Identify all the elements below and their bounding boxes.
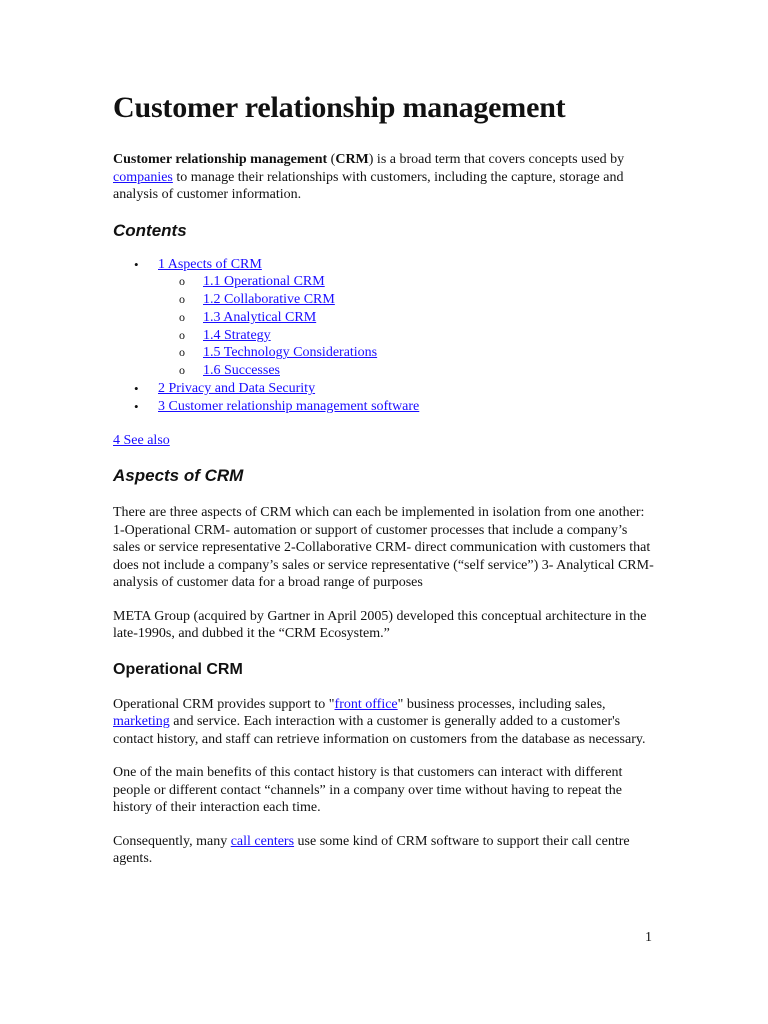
operational-paragraph-1 [113, 696, 658, 749]
toc-item-privacy [113, 380, 658, 398]
operational-paragraph-3 [113, 833, 658, 868]
toc-link-strategy[interactable]: 1.4 Strategy [203, 327, 271, 343]
toc-link-successes[interactable]: 1.6 Successes [203, 363, 280, 379]
contents-heading: Contents [113, 220, 187, 240]
intro-abbr: CRM [335, 152, 369, 167]
intro-text-2: to manage their relationships with customers, including the capture, storage and analysis of customer information. [113, 169, 624, 202]
companies-link[interactable]: companies [113, 169, 173, 185]
operational-text-2: " business processes, including sales, [397, 696, 606, 712]
intro-text-1: ) is a broad term that covers concepts used by [368, 152, 625, 167]
sub-bullet-icon: o [179, 309, 185, 324]
operational-paragraph-2: One of the main benefits of this contact history is that customers can interact with different people or different contact “channels” in a company over time without having to repeat the history of their interaction each time. [113, 765, 623, 816]
operational-heading: Operational CRM [113, 660, 243, 678]
sub-bullet-icon: o [179, 292, 185, 307]
see-also-paragraph [113, 432, 658, 450]
sub-bullet-icon: o [179, 274, 185, 289]
marketing-link[interactable]: marketing [113, 714, 170, 730]
intro-term: Customer relationship management [113, 152, 328, 167]
intro-open-paren: ( [327, 152, 336, 167]
sub-bullet-icon: o [179, 327, 185, 342]
aspects-heading: Aspects of CRM [113, 466, 244, 486]
toc-link-analytical[interactable]: 1.3 Analytical CRM [203, 309, 317, 325]
toc-subitem-strategy [158, 327, 658, 345]
toc-link-collaborative[interactable]: 1.2 Collaborative CRM [203, 292, 335, 308]
intro-paragraph [113, 151, 658, 204]
aspects-paragraph-1: There are three aspects of CRM which can each be implemented in isolation from one another: 1-Operational CRM- automation or support of customer processes that include a company’s sales or service representative 2-Collaborative CRM- direct communication with customers that does not include a company’s sales or service representative (“self service”) 3- Analytical CRM- analysis of customer data for a broad range of purposes [113, 505, 654, 591]
bullet-icon: • [134, 256, 139, 272]
operational-text-5: use some kind of CRM software to support their call centre agents. [113, 833, 630, 867]
operational-text-3: and service. Each interaction with a customer is generally added to a customer's contact history, and staff can retrieve information on customers from the database as necessary. [113, 714, 646, 747]
operational-text-4: Consequently, many [113, 833, 231, 849]
toc-item-aspects [113, 256, 658, 381]
bullet-icon: • [134, 381, 139, 397]
toc-subitem-analytical [158, 309, 658, 327]
toc-link-software[interactable]: 3 Customer relationship management software [158, 398, 420, 414]
toc-subitem-successes [158, 362, 658, 380]
toc-link-see-also[interactable]: 4 See also [113, 432, 170, 448]
toc-link-aspects[interactable]: 1 Aspects of CRM [158, 256, 262, 272]
toc-link-technology[interactable]: 1.5 Technology Considerations [203, 345, 378, 361]
page-title: Customer relationship management [113, 91, 566, 124]
toc-link-privacy[interactable]: 2 Privacy and Data Security [158, 381, 316, 397]
toc-subitem-collaborative [158, 291, 658, 309]
operational-text-1: Operational CRM provides support to " [113, 696, 335, 712]
toc-item-software [113, 398, 658, 416]
toc-link-operational[interactable]: 1.1 Operational CRM [203, 274, 325, 290]
toc-subitem-operational [158, 273, 658, 291]
sub-bullet-icon: o [179, 345, 185, 360]
page-number: 1 [645, 930, 652, 945]
toc-sublist [158, 273, 658, 380]
document-page [113, 86, 658, 884]
aspects-paragraph-2: META Group (acquired by Gartner in April 2005) developed this conceptual architecture in the late-1990s, and dubbed it the “CRM Ecosystem.” [113, 608, 647, 642]
sub-bullet-icon: o [179, 363, 185, 378]
bullet-icon: • [134, 398, 139, 414]
front-office-link[interactable]: front office [334, 696, 398, 712]
call-centers-link[interactable]: call centers [230, 833, 295, 849]
toc-subitem-technology [158, 344, 658, 362]
table-of-contents [113, 256, 658, 416]
